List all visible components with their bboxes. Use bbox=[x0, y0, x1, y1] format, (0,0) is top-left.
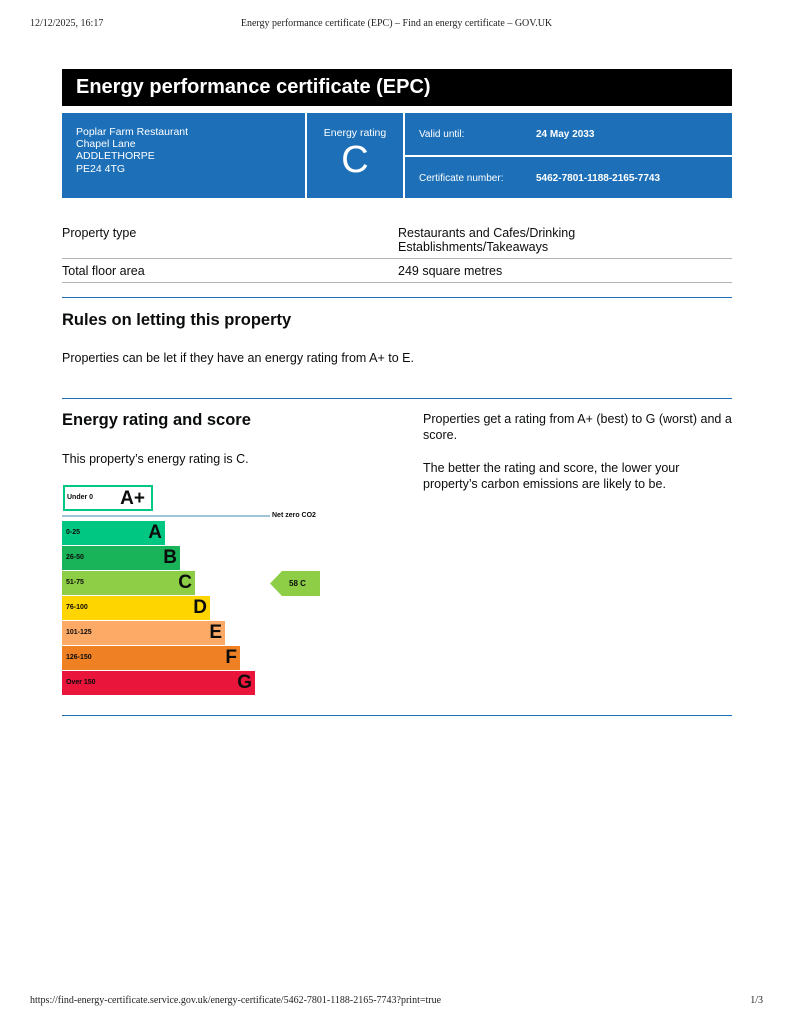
band-e-letter: E bbox=[209, 622, 222, 643]
print-url: https://find-energy-certificate.service.gov.uk/energy-certificate/5462-7801-1188-2165-7743?print=true bbox=[30, 995, 442, 1006]
valid-until-value: 24 May 2033 bbox=[536, 129, 595, 140]
band-c-letter: C bbox=[178, 572, 192, 593]
band-f-letter: F bbox=[225, 647, 237, 668]
energy-rating-chart bbox=[62, 484, 332, 699]
band-b-range: 26-50 bbox=[66, 554, 84, 561]
energy-rating-label: Energy rating bbox=[323, 127, 387, 139]
floor-area-row bbox=[62, 259, 732, 283]
property-details bbox=[62, 224, 732, 283]
page-title: Energy performance certificate (EPC) bbox=[62, 69, 732, 106]
band-aplus bbox=[63, 485, 153, 511]
property-type-line-1: Restaurants and Cafes/Drinking bbox=[398, 226, 576, 240]
property-address bbox=[62, 113, 305, 198]
print-page-title: Energy performance certificate (EPC) – Find an energy certificate – GOV.UK bbox=[240, 18, 553, 29]
energy-rating-panel bbox=[307, 113, 403, 198]
band-f-range: 126-150 bbox=[66, 654, 92, 661]
print-header bbox=[30, 18, 763, 32]
print-page-number: 1/3 bbox=[750, 995, 763, 1006]
band-aplus-letter: A+ bbox=[120, 488, 145, 509]
band-g-letter: G bbox=[237, 672, 252, 693]
band-b-letter: B bbox=[163, 547, 177, 568]
section-divider bbox=[62, 715, 732, 716]
address-line-4: PE24 4TG bbox=[76, 162, 126, 175]
property-type-row bbox=[62, 224, 732, 259]
current-rating-label: 58 C bbox=[289, 579, 306, 588]
property-type-label: Property type bbox=[62, 226, 137, 240]
band-d-range: 76-100 bbox=[66, 604, 88, 611]
energy-rating-heading: Energy rating and score bbox=[62, 411, 251, 429]
property-type-value bbox=[398, 224, 732, 258]
current-rating-marker bbox=[270, 571, 320, 596]
energy-rating-text: This property’s energy rating is C. bbox=[62, 452, 249, 466]
certificate-number-value: 5462-7801-1188-2165-7743 bbox=[536, 173, 660, 184]
band-c bbox=[62, 571, 195, 595]
certificate-summary bbox=[62, 113, 732, 199]
band-a-range: 0-25 bbox=[66, 529, 81, 536]
section-divider bbox=[62, 297, 732, 298]
certificate-number-panel bbox=[405, 157, 732, 198]
band-c-range: 51-75 bbox=[66, 579, 84, 586]
address-line-2: Chapel Lane bbox=[76, 138, 136, 151]
band-b bbox=[62, 546, 180, 570]
floor-area-value: 249 square metres bbox=[398, 264, 503, 278]
address-line-3: ADDLETHORPE bbox=[76, 150, 155, 163]
band-e bbox=[62, 621, 225, 645]
band-d-letter: D bbox=[193, 597, 207, 618]
band-a-letter: A bbox=[148, 522, 162, 543]
net-zero-line bbox=[62, 515, 270, 517]
rules-text: Properties can be let if they have an energy rating from A+ to E. bbox=[62, 351, 414, 365]
band-g bbox=[62, 671, 255, 695]
property-type-line-2: Establishments/Takeaways bbox=[398, 240, 549, 254]
rating-explanation-1: Properties get a rating from A+ (best) to G (worst) and a score. bbox=[423, 412, 732, 442]
floor-area-label: Total floor area bbox=[62, 264, 145, 278]
section-divider bbox=[62, 398, 732, 399]
print-footer bbox=[30, 995, 763, 1009]
band-f bbox=[62, 646, 240, 670]
valid-until-label: Valid until: bbox=[419, 129, 465, 140]
band-d bbox=[62, 596, 210, 620]
address-line-1: Poplar Farm Restaurant bbox=[76, 126, 189, 138]
energy-rating-value: C bbox=[341, 139, 369, 181]
band-aplus-range: Under 0 bbox=[67, 494, 94, 501]
band-e-range: 101-125 bbox=[66, 629, 92, 636]
net-zero-label: Net zero CO2 bbox=[272, 512, 316, 519]
rating-explanation-2: The better the rating and score, the lower your property’s carbon emissions are likely to be. bbox=[423, 461, 680, 491]
rules-heading: Rules on letting this property bbox=[62, 311, 292, 329]
certificate-number-label: Certificate number: bbox=[419, 173, 504, 184]
band-a bbox=[62, 521, 165, 545]
band-g-range: Over 150 bbox=[66, 679, 96, 686]
valid-until-panel bbox=[405, 113, 732, 155]
print-datetime: 12/12/2025, 16:17 bbox=[30, 18, 104, 29]
